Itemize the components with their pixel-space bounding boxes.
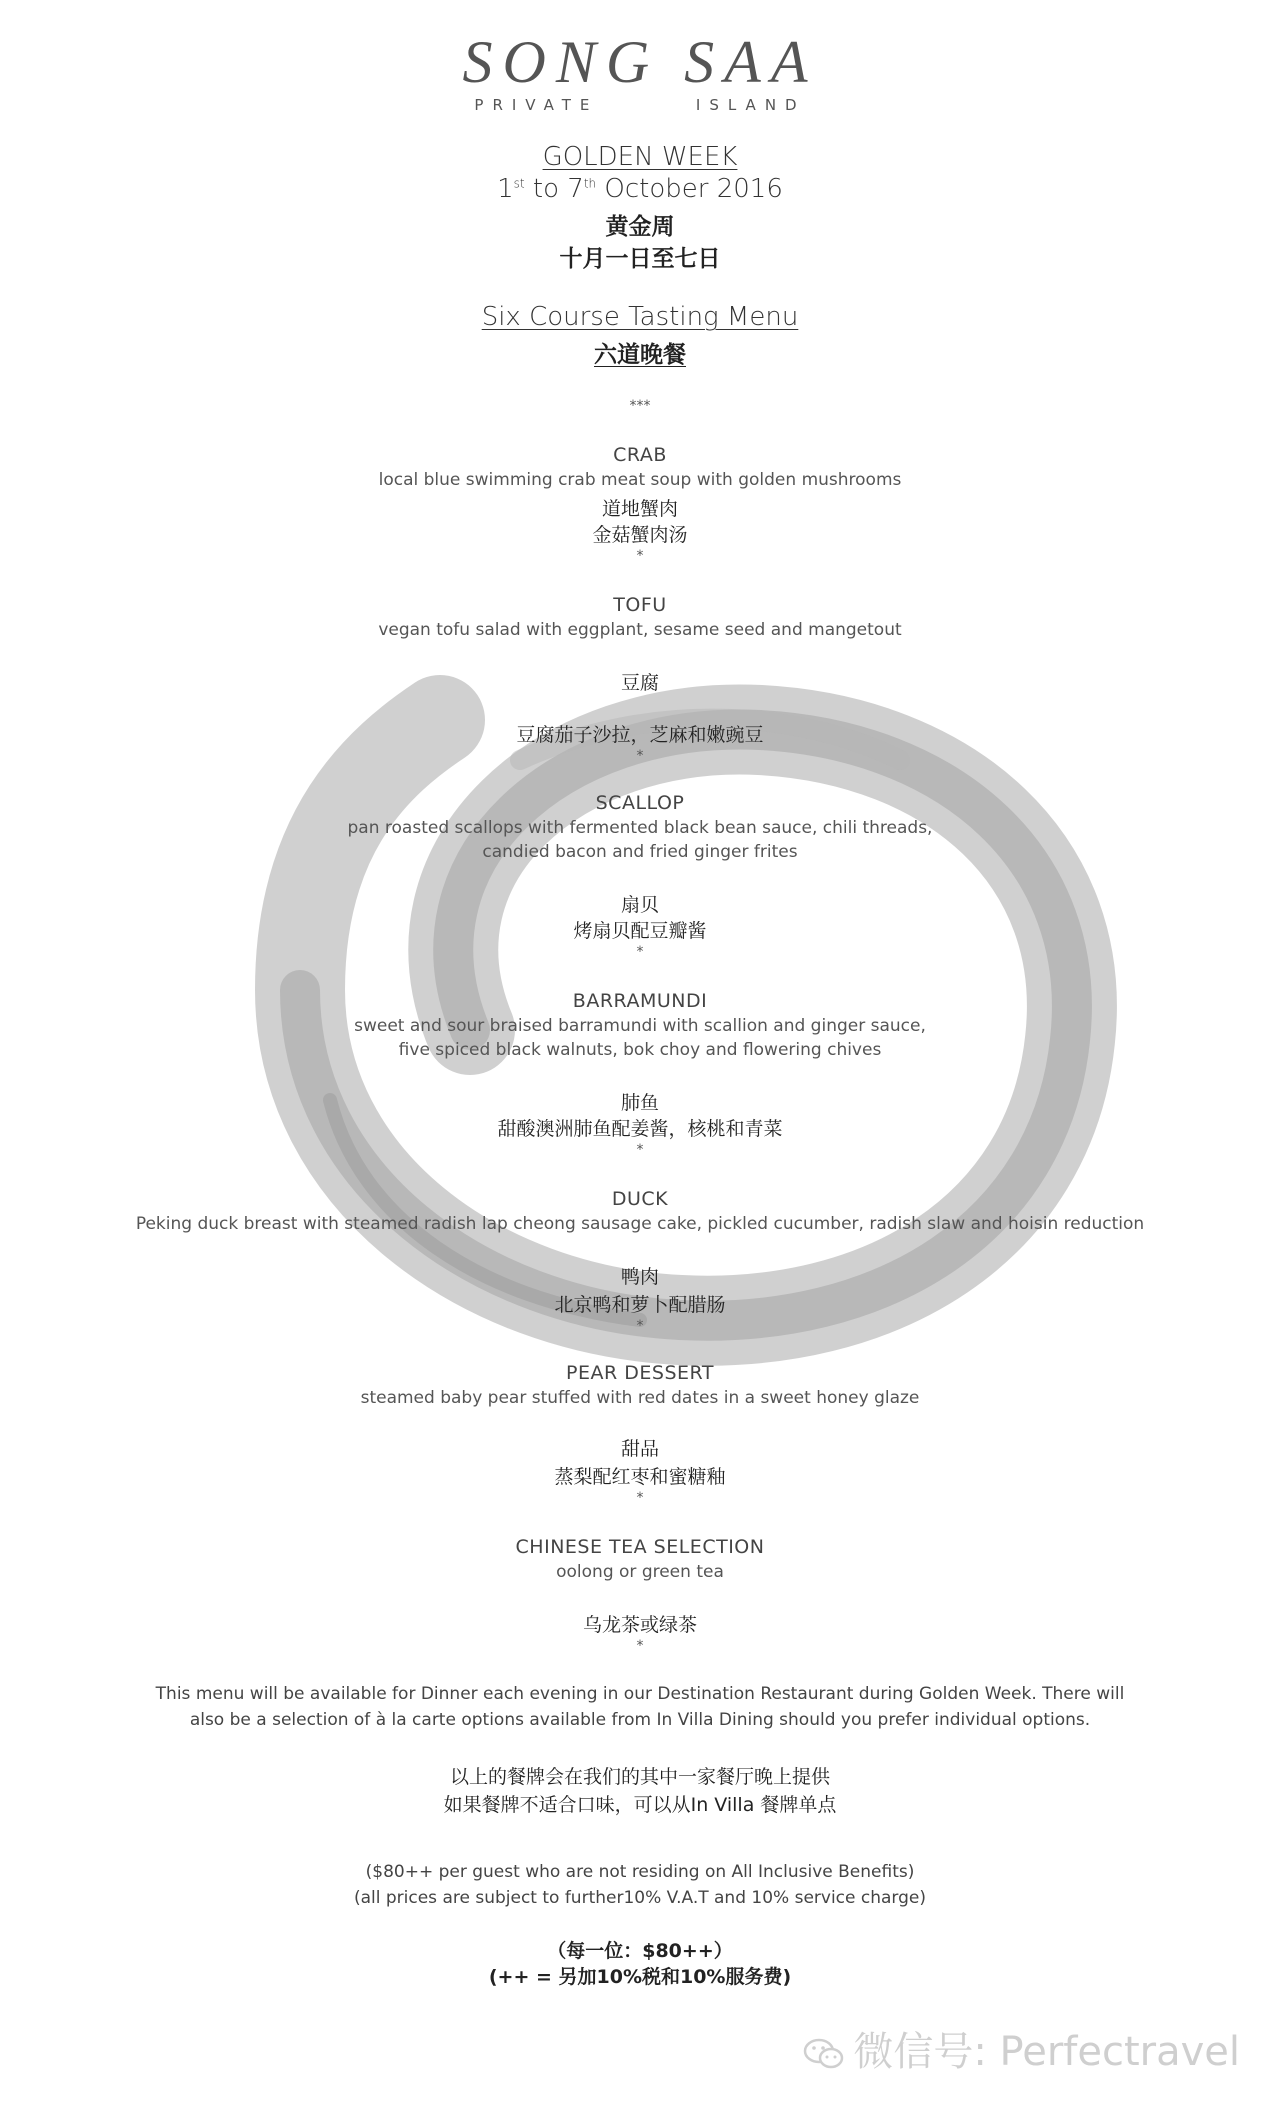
course-description: vegan tofu salad with eggplant, sesame seed and mangetout <box>378 620 902 640</box>
course-name: BARRAMUNDI <box>572 990 708 1012</box>
wechat-watermark <box>803 2020 1240 2077</box>
course-description-zh: 烤扇贝配豆瓣酱 <box>573 920 707 942</box>
course-name-zh: 豆腐 <box>620 672 659 694</box>
menu-title: Six Course Tasting Menu <box>481 302 799 332</box>
course-name: CHINESE TEA SELECTION <box>515 1536 765 1558</box>
course-description: pan roasted scallops with fermented black bean sauce, chili threads, <box>347 818 933 838</box>
dates-day1: 1 <box>497 174 514 204</box>
logo-tagline-right: ISLAND <box>695 96 806 114</box>
course-name: CRAB <box>613 444 667 466</box>
dates-sup1: st <box>513 176 525 191</box>
course-separator: * <box>636 1490 644 1506</box>
logo-wordmark: SONG SAA <box>462 29 818 95</box>
course-description-zh: 甜酸澳洲肺鱼配姜酱，核桃和青菜 <box>497 1118 783 1140</box>
event-title-zh: 黄金周 <box>605 214 675 240</box>
dates-end: October 2016 <box>604 174 783 204</box>
course-separator: * <box>636 944 644 960</box>
course-separator: * <box>636 1318 644 1334</box>
dates-sup2: th <box>583 176 597 191</box>
availability-note-zh-line2: 如果餐牌不适合口味，可以从In Villa 餐牌单点 <box>443 1794 837 1816</box>
course-description-line2: candied bacon and fried ginger frites <box>482 842 798 862</box>
course-separator: * <box>636 1142 644 1158</box>
course-name-zh: 肺鱼 <box>620 1092 659 1114</box>
course-name: SCALLOP <box>595 792 685 814</box>
watermark-text: 微信号: Perfectravel <box>853 2029 1240 2075</box>
availability-note-line1: This menu will be available for Dinner each evening in our Destination Restaurant during Golden Week. There will <box>155 1684 1125 1704</box>
course-separator: * <box>636 1638 644 1654</box>
price-note-zh-line2: (++ = 另加10%税和10%服务费) <box>488 1966 792 1988</box>
course-name-zh: 扇贝 <box>620 894 659 916</box>
course-name: PEAR DESSERT <box>566 1362 714 1384</box>
menu-title-zh: 六道晚餐 <box>594 342 686 368</box>
wechat-icon <box>803 2037 845 2071</box>
availability-note-line2: also be a selection of à la carte options available from In Villa Dining should you prefer individual options. <box>189 1710 1091 1730</box>
course-name-zh: 甜品 <box>620 1438 659 1460</box>
price-note-line2: (all prices are subject to further10% V.A.T and 10% service charge) <box>353 1888 927 1908</box>
availability-note-zh-line1: 以上的餐牌会在我们的其中一家餐厅晚上提供 <box>449 1766 830 1788</box>
course-description-zh: 蒸梨配红枣和蜜糖釉 <box>554 1466 726 1488</box>
course-description: Peking duck breast with steamed radish lap cheong sausage cake, pickled cucumber, radish slaw and hoisin reduction <box>135 1214 1145 1234</box>
price-note-zh-line1: （每一位：$80++） <box>547 1940 733 1962</box>
course-separator: * <box>636 748 644 764</box>
course-description-zh: 北京鸭和萝卜配腊肠 <box>554 1294 726 1316</box>
logo-tagline <box>0 96 1280 114</box>
event-title: GOLDEN WEEK <box>542 142 738 172</box>
header-divider: *** <box>629 398 651 414</box>
course-separator: * <box>636 548 644 564</box>
course-description: steamed baby pear stuffed with red dates in a sweet honey glaze <box>360 1388 920 1408</box>
logo-tagline-left: PRIVATE <box>474 96 599 114</box>
event-dates <box>0 174 1280 204</box>
event-dates-zh: 十月一日至七日 <box>559 246 721 272</box>
course-description-zh: 豆腐茄子沙拉，芝麻和嫩豌豆 <box>516 724 764 746</box>
course-name: TOFU <box>613 594 667 616</box>
course-description: sweet and sour braised barramundi with scallion and ginger sauce, <box>354 1016 926 1036</box>
course-description-zh: 金菇蟹肉汤 <box>592 524 688 546</box>
course-description-line2: five spiced black walnuts, bok choy and flowering chives <box>398 1040 882 1060</box>
course-description: local blue swimming crab meat soup with golden mushrooms <box>378 470 902 490</box>
course-name: DUCK <box>611 1188 669 1210</box>
course-description: oolong or green tea <box>556 1562 724 1582</box>
price-note-line1: ($80++ per guest who are not residing on All Inclusive Benefits) <box>365 1862 915 1882</box>
course-description-zh: 乌龙茶或绿茶 <box>582 1614 697 1636</box>
dates-mid: to 7 <box>532 174 584 204</box>
course-name-zh: 道地蟹肉 <box>601 498 678 520</box>
course-name-zh: 鸭肉 <box>620 1266 659 1288</box>
